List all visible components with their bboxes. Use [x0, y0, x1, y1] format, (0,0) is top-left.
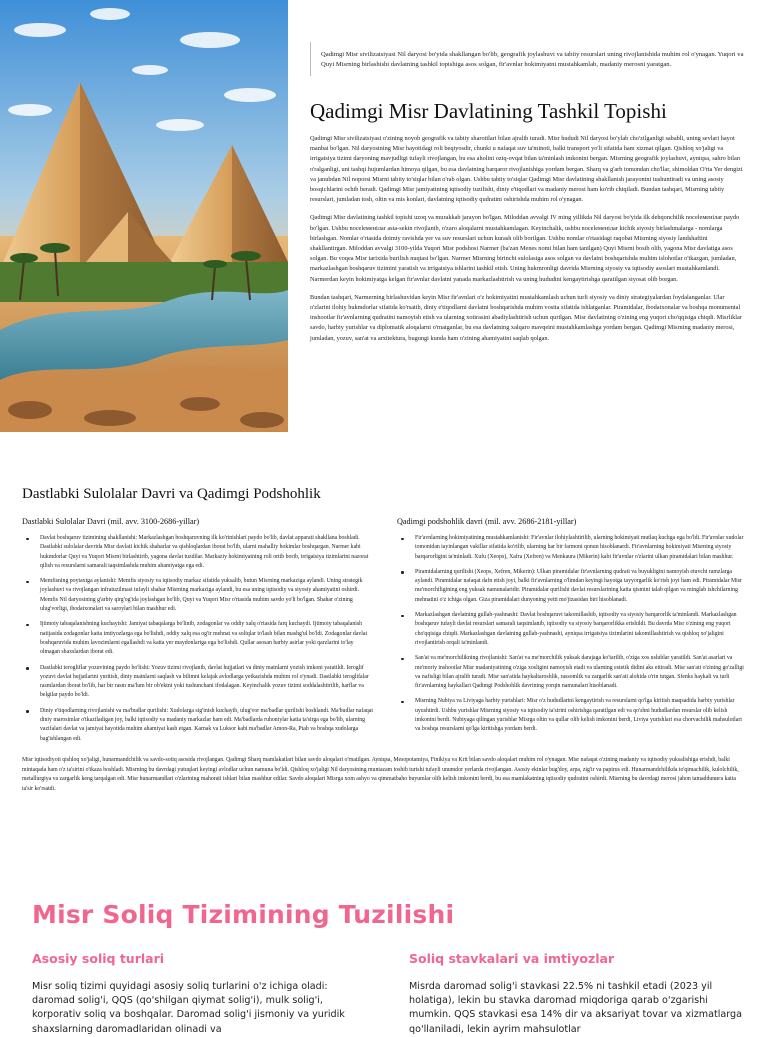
list-item: Piramidalarning qurilishi (Xeops, Xefren, Mikerin): Ulkan piramidalar fir'avnlarning qudrati va buyukligini namoyish etuvchi ramzlarga aylandi. Piramidalar nafaqat dafn etish joyi, balki fir'avnlarning o'limdan keyingi hayotga tayyorgarlik ko'rish joyi ham edi. Piramidalar Misr me'morchiligining eng yuksak namunalaridir. Piramidalar qurilishi davlat resurslarining katta qismini talab qilgan va minglab ishchilarning mehnatini o'z ichiga olgan. Giza piramidalari dunyoning yetti mo'jizasidan biri hisoblanadi.	[415, 568, 748, 605]
list-item: Markazlashgan davlatning gullab-yashnashi: Davlat boshqaruvi takomillashib, iqtisodiy va siyosiy barqarorlik ta'minlandi. Markazlashgan boshqaruv tufayli davlat resurslari samarali taqsimlanib, iqtisodiy va siyosiy barqarorlikka erishildi. Bu davrda Misr o'zining eng yuqori cho'qqisiga chiqdi. Markazlashgan davlatning gullab-yashnashi, ayniqsa irrigatsiya tizimlarini takomillashtirish va qishloq xo'jaligini rivojlantirish orqali ta'minlandi.	[415, 611, 748, 648]
lead-paragraph: Qadimgi Misr sivilizatsiyasi Nil daryosi bo'yida shakllangan bo'lib, geografik joylashuvi va tabiiy resurslari uning rivojlanishida muhim rol o'ynagan. Yuqori va Quyi Misrning birlashishi davlatning tashkil topishiga asos solgan, fir'avnlar hokimiyatni mustahkamlab, madaniy merosni yaratgan.	[310, 42, 746, 76]
list-item: Davlat boshqaruv tizimining shakllanishi: Markazlashgan boshqaruvning ilk ko'rinishlari paydo bo'lib, davlat apparati shakllana boshladi. Dastlabki sulolalar davrida Misr davlati kichik shaharlar va qishloqlardan iborat bo'lib, ularni mahalliy hokimlar boshqargan. Narmer kabi hukmdorlar Quyi va Yuqori Misrni birlashtirib, yagona davlat tuzdilar. Markaziy hokimiyatning roli ortib borib, irrigatsiya tizimlarini nazorat qilish va resurslarni samarali taqsimlashda muhim ahamiyatga ega edi.	[40, 534, 373, 571]
bullet-list	[397, 534, 748, 735]
hero-section	[0, 0, 768, 440]
list-item: Diniy e'tiqodlarning rivojlanishi va ma'budlar qurilishi: Xudolarga sig'inish kuchayib, ulug'vor ma'badlar qurilishi boshlandi. Ma'budlar nafaqat diniy marosimlar o'tkaziladigan joy, balki iqtisodiy va madaniy markazlar ham edi. Ma'badlarda ruhoniylar katta ta'sirga ega bo'lib, ularning vazifalari davlat va jamiyat hayotida muhim ahamiyat kasb etgan. Karnak va Luksor kabi ma'badlar Amon-Ra, Ptah va boshqa xudolarga bag'ishlangan edi.	[40, 707, 373, 744]
list-item: San'at va me'morchilikning rivojlanishi: San'at va me'morchilik yuksak darajaga ko'tarilib, o'ziga xos uslublar yaratildi. San'at asarlari va me'moriy inshootlar Misr madaniyatining o'ziga xosligini namoyish etadi va ularning estetik didini aks ettiradi. Misr san'ati o'zining go'zalligi va nafisligi bilan ajralib turadi. Misr san'atida haykaltaroshlik, rassomlik va zargarlik san'ati alohida o'rin tutgan. Sfenks haykali va turli fir'avnlarning haykallari Qadimgi Podshohlik davrining yorqin namunalari hisoblanadi.	[415, 654, 748, 691]
column-heading: Qadimgi podshohlik davri (mil. avv. 2686-2181-yillar)	[397, 517, 577, 526]
old-kingdom-column	[397, 517, 748, 750]
economy-paragraph: Misr iqtisodiyoti qishloq xo'jaligi, hunarmandchilik va savdo-sotiq asosida rivojlangan. Qadimgi Sharq mamlakatlari bilan savdo aloqalari o'rnatilgan. Ayniqsa, Mesopotamiya, Finikiya va Krit bilan savdo aloqalari muhim rol o'ynagan. Misr nafaqat o'zining madaniy va iqtisodiy yuksalishiga erishdi, balki mintaqada ham o'z ta'sirini o'tkaza boshladi. Misrning bu davrdagi yutuqlari keyingi avlodlar uchun namuna bo'ldi. Qishloq xo'jaligi Nil daryosining muntazam toshib turishi tufayli unumdor yerlarda rivojlangan. Asosiy ekinlar bug'doy, arpa, zig'ir va papirus edi. Hunarmandchilikda to'qimachilik, kulolchilik, metallurgiya va zargarlik keng tarqalgan edi. Misr hunarmandlari o'zlarining mahorati ishlari bilan mashhur edilar. Savdo aloqalari Misrga xom ashyo va qimmatbaho buyumlar olib kelish imkonini berdi, bu esa mamlakatning iqtisodiy qudratini oshirdi. Misrning bu davrdagi merosi jahon tamaddunига katta ta'sir ko'rsatdi.	[22, 756, 739, 792]
tax-rates-column	[409, 951, 744, 1037]
two-column-list	[22, 517, 748, 750]
list-item: Misrning Nubiya va Liviyaga harbiy yurishlari: Misr o'z hududlarini kengaytirish va resurslarni qo'lga kiritish maqsadida harbiy yurishlar uyushtirdi. Ushbu yurishlar Misrning siyosiy va iqtisodiy ta'sirini oshirishga qaratilgan edi va qo'shni hududlardan resurslar olib kelish imkonini berdi. Nubiyaga qilingan yurishlar Misrga oltin va qullar olib kelish imkonini berdi, Liviya yurishlari esa chorvachilik mahsulotlari va boshqa resurslarni qo'lga kiritishga yordam berdi.	[415, 697, 748, 734]
column-text: Misrda daromad solig'i stavkasi 22.5% ni tashkil etadi (2023 yil holatiga), lekin bu stavka daromad miqdoriga qarab o'zgarishi mumkin. QQS stavkasi esa 14% dir va aksariyat tovar va xizmatlarga qo'llaniladi, lekin ayrim mahsulotlar	[409, 981, 742, 1035]
two-column-text	[32, 951, 744, 1037]
bullet-list	[22, 534, 373, 744]
early-dynastic-column	[22, 517, 373, 750]
list-item: Ijtimoiy tabaqalanishning kuchayishi: Jamiyat tabaqalarga bo'linib, zodagonlar va oddiy xalq o'rtasida farq kuchaydi. Ijtimoiy tabaqalanish natijasida zodagonlar katta imtiyozlarga ega bo'lishdi, oddiy xalq esa og'ir mehnat va soliqlar to'lash bilan mashg'ul bo'ldi. Zodagonlar davlat boshqaruvida muhim lavozimlarni egallashdi va katta yer maydonlariga ega bo'lishdi. Qullar asosan harbiy asirlar yoki qarzlarini to'lay olmagan shaxslardan iborat edi.	[40, 620, 373, 657]
section-title: Misr Soliq Tizimining Tuzilishi	[32, 900, 455, 929]
intro-paragraph-2: Qadimgi Misr davlatining tashkil topishi uzoq va murakkab jarayon bo'lgan. Miloddan avvalgi IV ming yillikda Nil daryosi bo'yida ilk dehqonchilik nocеleменiлar paydo bo'lgan. Ushbu nocеleменiлar asta-sekin rivojlanib, o'zaro aloqalarni mustahkamlagan. Keyinchalik, ushbu nocеleменiлar kichik siyosiy birlashmalarga - nomlarga birlashgan. Nomlar o'rtasida doimiy ravishda yer va suv resurslari uchun kurash olib borilgan. Ushbu nomlar o'rtasidagi raqobat Misrning siyosiy landshaftini shakllantirgan. Miloddan avvalgi 3100-yilda Yuqori Misr podshosi Narmer (ba'zan Menes nomi bilan ham tanilgan) Quyi Misrni bosib olib, yagona Misr davlatiga asos solgan. Bu voqea Misr tarixida burilish nuqtasi bo'lgan. Narmer Misrning birinchi sulolasiga asos solgan va davlatni boshqarishda muhim islohotlar o'tkazgan, jumladan, markazlashgan boshqaruv tizimini yaratish va irrigatsiya ishlarini tashkil etish. Uning hukmronligi davrida Misrning siyosiy va iqtisodiy asoslari mustahkamlandi. Narmerdan keyin hokimiyatga kelgan fir'avnlar davlatni yanada markazlashtirish va uning hududini kengaytirishga qaratilgan siyosat olib borgan.	[310, 214, 740, 283]
intro-paragraph-1: Qadimgi Misr sivilizatsiyasi o'zining noyob geografik va tabiiy sharoitlari bilan ajralib turadi. Misr hududi Nil daryosi bo'ylab cho'zilganligi sababli, uning sevlari hayot manbai bo'lgan. Nil daryosining Misr hayotidagi roli beqiyosdir, chunki u nafaqat suv ta'minoti, balki transport yo'li sifatida ham xizmat qilgan. Qishloq xo'jaligi va irrigatsiya tizimi daryoning mavjudligi tufayli rivojlangan, bu esa aholini oziq-ovqat bilan ta'minlash imkonini bergan. Misrning geografik joylashuvi, ayniqsa, sahro bilan o'ralganligi, uni tashqi hujumlardan himoya qilgan, bu esa davlatning barqaror rivojlanishiga yordam bergan. Sharq va g'arb tomondan cho'llar, shimoldan O'rta Yer dengizi va janubdan Nil noporsi Misrni tabiiy to'siqlar bilan o'rab olgan. Ushbu tabiiy to'siqlar Qadimgi Misr davlatining shakllanish jarayonini tushuntiradi va uning asosiy bosqichlarini ochib beradi. Qadimgi Misr jamiyatining iqtisodiy tuzilishi, diniy e'tiqodlari va madaniy merosi ham ko'rib chiqiladi. Bundan tashqari, Misrning tabiiy resurslari, jumladan tosh, oltin va mis konlari, davlatning iqtisodiy qudratini oshirishda muhim rol o'ynagan.	[310, 135, 743, 204]
list-item: Memfisning poytaxtga aylanishi: Memfis siyosiy va iqtisodiy markaz sifatida yuksalib, butun Misrning markaziga aylandi. Uning strategik joylashuvi va rivojlangan infratuzilmasi tufayli shahar Misrning markaziga aylandi, bu esa uning iqtisodiy va siyosiy ahamiyatini oshirdi. Memfis Nil daryosining g'arbiy qirg'og'ida joylashgan bo'lib, Quyi va Yuqori Misr o'rtasida muhim savdo yo'li bo'lgan. Shahar o'zining ulug'vorligi, ibodatxonalari va saroylari bilan mashhur edi.	[40, 577, 373, 614]
pyramids-nile-illustration	[0, 0, 288, 432]
section-title: Dastlabki Sulolalar Davri va Qadimgi Podshohlik	[22, 486, 321, 502]
column-heading: Asosiy soliq turlari	[32, 951, 165, 966]
list-item: Dastlabki ierogliflar yozuvining paydo bo'lishi: Yozuv tizimi rivojlanib, davlat hujjatlari va diniy matnlarni yozish imkoni yaratildi. Ieroglif yozuvi davlat hujjatlarini yuritish, diniy matnlarni saqlash va bilimni kelajak avlodlarga yetkazishda muhim rol o'ynadi. Dastlabki ieroglifalar rasmlardan iborat bo'lib, har bir rasm ma'lum bir ob'ektni yoki tushunchani ifodalagan. Keyinchalik yozuv tizimi soddalashtirilib, harflar va belgilar paydo bo'ldi.	[40, 664, 373, 701]
list-item: Fir'avnlarning hokimiyatining mustahkamlanishi: Fir'avnlar ilohiylashtirilib, ularning hokimiyati mutlaq kuchga ega bo'ldi. Fir'avnlar xudolar tomonidan tayinlangan vakillar sifatida ko'rilib, ularning har bir farmoni qonun hisoblanardi. Fir'avnlarning hokimiyati Misrning siyosiy barqarorligini ta'minladi. Xufu (Xeops), Xafra (Xefren) va Menkaura (Mikerin) kabi fir'avnlar o'zlarini ulkan piramidalari bilan mashhur.	[415, 534, 748, 562]
page-title: Qadimgi Misr Davlatining Tashkil Topishi	[310, 99, 667, 123]
early-dynasties-section	[22, 486, 748, 800]
column-text: Misr soliq tizimi quyidagi asosiy soliq turlarini o'z ichiga oladi: daromad solig'i, QQS (qo'shilgan qiymat solig'i), mulk solig'i, korporativ soliq va boshqalar. Daromad solig'i jismoniy va yuridik shaxslarning daromadlaridan olinadi va	[32, 981, 345, 1035]
tax-system-section	[32, 900, 744, 1037]
column-heading: Dastlabki Sulolalar Davri (mil. avv. 3100-2686-yillar)	[22, 517, 200, 526]
tax-types-column	[32, 951, 367, 1037]
intro-paragraph-3: Bundan tashqari, Narmerning birlashuvidan keyin Misr fir'avnlari o'z hokimiyatini mustahkamlash uchun turli siyosiy va diniy strategiyalardan foydalanganlar. Ular o'zlarini ilohiy hukmdorlar sifatida ko'rsatib, diniy e'tiqodlarni davlatni boshqarishda muhim vosita sifatida ishlatganlar. Piramidalar, ibodatxonalar va boshqa monumental inshootlar fir'avnlarning qudratini namoyish etish va ularning xotirasini abadiylashtirish uchun qurilgan. Misr davlatining o'zining eng yuqori cho'qqisiga chiqdi. Misrliklar savdo, harbiy yurishlar va diplomatik aloqalarni o'rnatganlar, bu esa davlatning xalqaro mavqeini mustahkamlashga yordam bergan. Qadimgi Misrning madaniy merosi, jumladan, yozuv, san'at va arxitektura, bugungi kunda ham o'zining ahamiyatini saqlab qolgan.	[310, 293, 742, 342]
hero-text	[310, 42, 746, 352]
column-heading: Soliq stavkalari va imtiyozlar	[409, 951, 615, 966]
